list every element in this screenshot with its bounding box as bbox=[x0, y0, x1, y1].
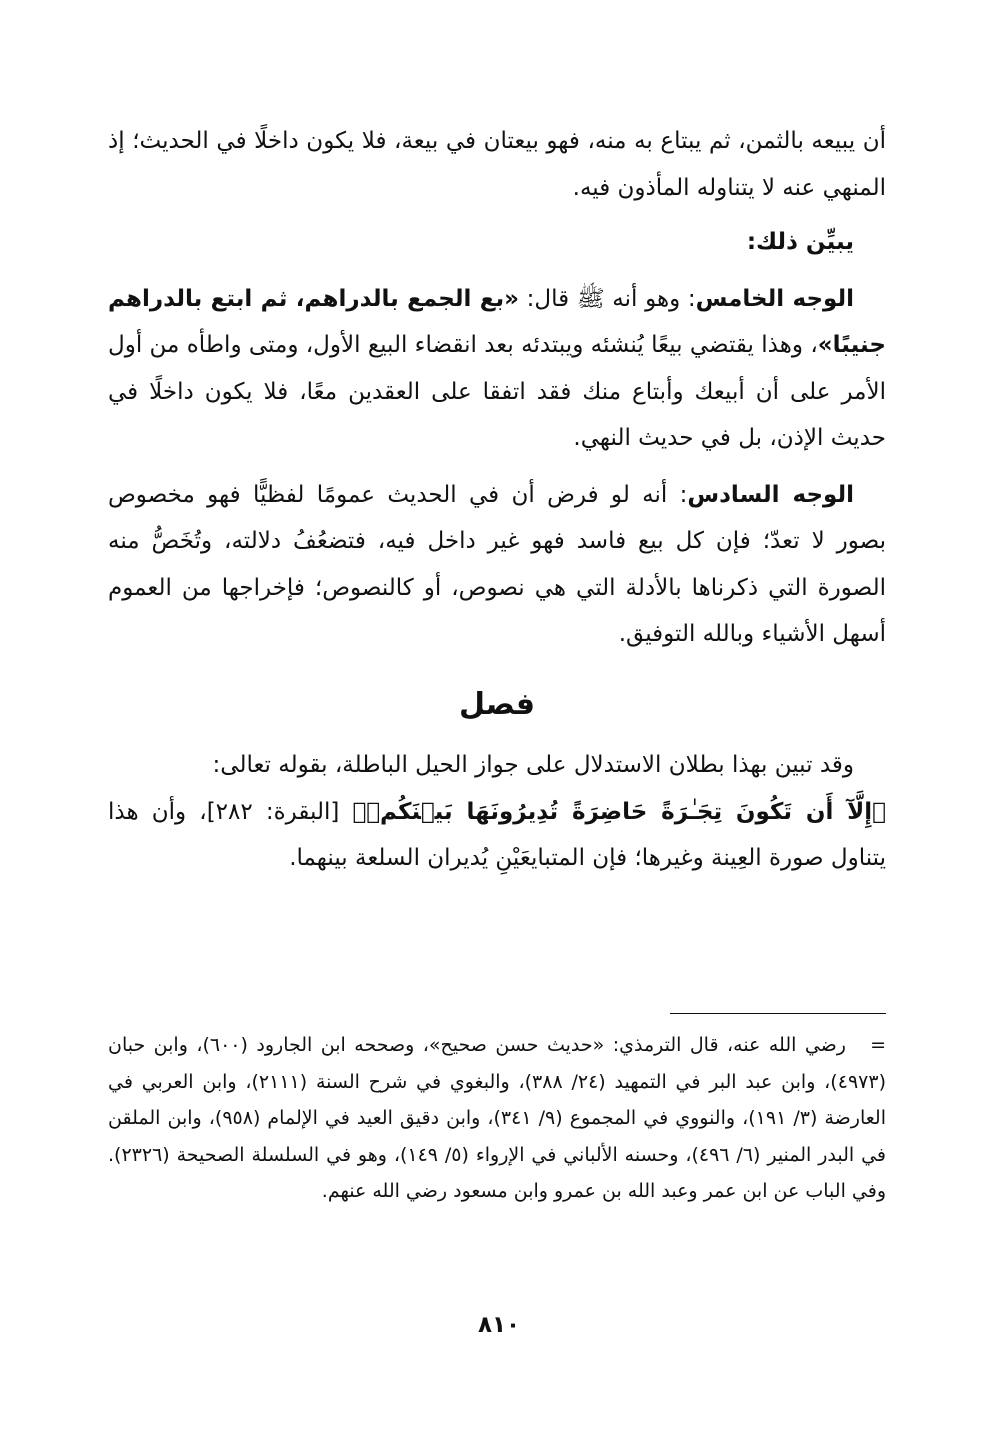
paragraph-3-heading: الوجه الخامس bbox=[695, 285, 854, 312]
quran-verse: ﴿إِلَّآ أَن تَكُونَ تِجَـٰرَةً حَاضِرَةً تُدِيرُونَهَا بَيۡنَكُمۡ﴾ bbox=[352, 798, 886, 825]
paragraph-3 bbox=[108, 276, 886, 462]
paragraph-3-part2: ، وهذا يقتضي بيعًا يُنشئه ويبتدئه بعد انقضاء البيع الأول، ومتى واطأه من أول الأمر على أن أبيعك وأبتاع منك فقد اتفقا على العقدين معًا، فلا يكون داخلًا في حديث الإذن، بل في حديث النهي. bbox=[108, 332, 886, 451]
paragraph-4-text: : أنه لو فرض أن في الحديث عمومًا لفظيًّا فهو مخصوص بصور لا تعدّ؛ فإن كل بيع فاسد فهو غير داخل فيه، فتضعُفُ دلالته، وتُخَصُّ منه الصورة التي ذكرناها بالأدلة التي هي نصوص، أو كالنصوص؛ فإخراجها من العموم أسهل الأشياء وبالله التوفيق. bbox=[108, 481, 886, 647]
paragraph-6-rest: ، وأن هذا يتناول صورة العِينة وغيرها؛ فإن المتبايعَيْنِ يُديران السلعة بينهما. bbox=[108, 798, 886, 871]
section-title: فصل bbox=[459, 686, 535, 722]
paragraph-4-heading: الوجه السادس bbox=[687, 481, 854, 508]
paragraph-5: وقد تبين بهذا بطلان الاستدلال على جواز الحيل الباطلة، بقوله تعالى: bbox=[212, 752, 854, 778]
footnote-1 bbox=[108, 1027, 886, 1210]
paragraph-1: أن يبيعه بالثمن، ثم يبتاع به منه، فهو بيعتان في بيعة، فلا يكون داخلًا في الحديث؛ إذ المنهي عنه لا يتناوله المأذون فيه. bbox=[108, 128, 886, 201]
paragraph-6 bbox=[108, 789, 886, 882]
footnote-continuation-marker: = bbox=[870, 1034, 886, 1056]
paragraph-3-part1: : وهو أنه ﷺ قال: bbox=[518, 285, 696, 312]
hadith-quote: «بع الجمع بالدراهم، ثم ابتع بالدراهم جنيبًا» bbox=[108, 285, 886, 358]
footnote-text: رضي الله عنه، قال الترمذي: «حديث حسن صحيح»، وصححه ابن الجارود (٦٠٠)، وابن حبان (٤٩٧٣)، وابن عبد البر في التمهيد (٢٤/ ٣٨٨)، والبغوي في شرح السنة (٢١١١)، وابن العربي في العارضة (٣/ ١٩١)، والنووي في المجموع (٩/ ٣٤١)، وابن دقيق العيد في الإلمام (٩٥٨)، وابن الملقن في البدر المنير (٦/ ٤٩٦)، وحسنه الألباني في الإرواء (٥/ ١٤٩)، وهو في السلسلة الصحيحة (٢٣٢٦). وفي الباب عن ابن عمر وعبد الله بن عمرو وابن مسعود رضي الله عنهم. bbox=[108, 1034, 886, 1203]
paragraph-2: يبيِّن ذلك: bbox=[746, 229, 854, 255]
page-number: ٨١٠ bbox=[477, 1312, 521, 1338]
main-text bbox=[108, 118, 886, 882]
footnote-separator bbox=[670, 1013, 886, 1014]
verse-reference: [البقرة: ٢٨٢] bbox=[206, 798, 353, 825]
footnotes bbox=[108, 1027, 886, 1210]
paragraph-4 bbox=[108, 472, 886, 658]
